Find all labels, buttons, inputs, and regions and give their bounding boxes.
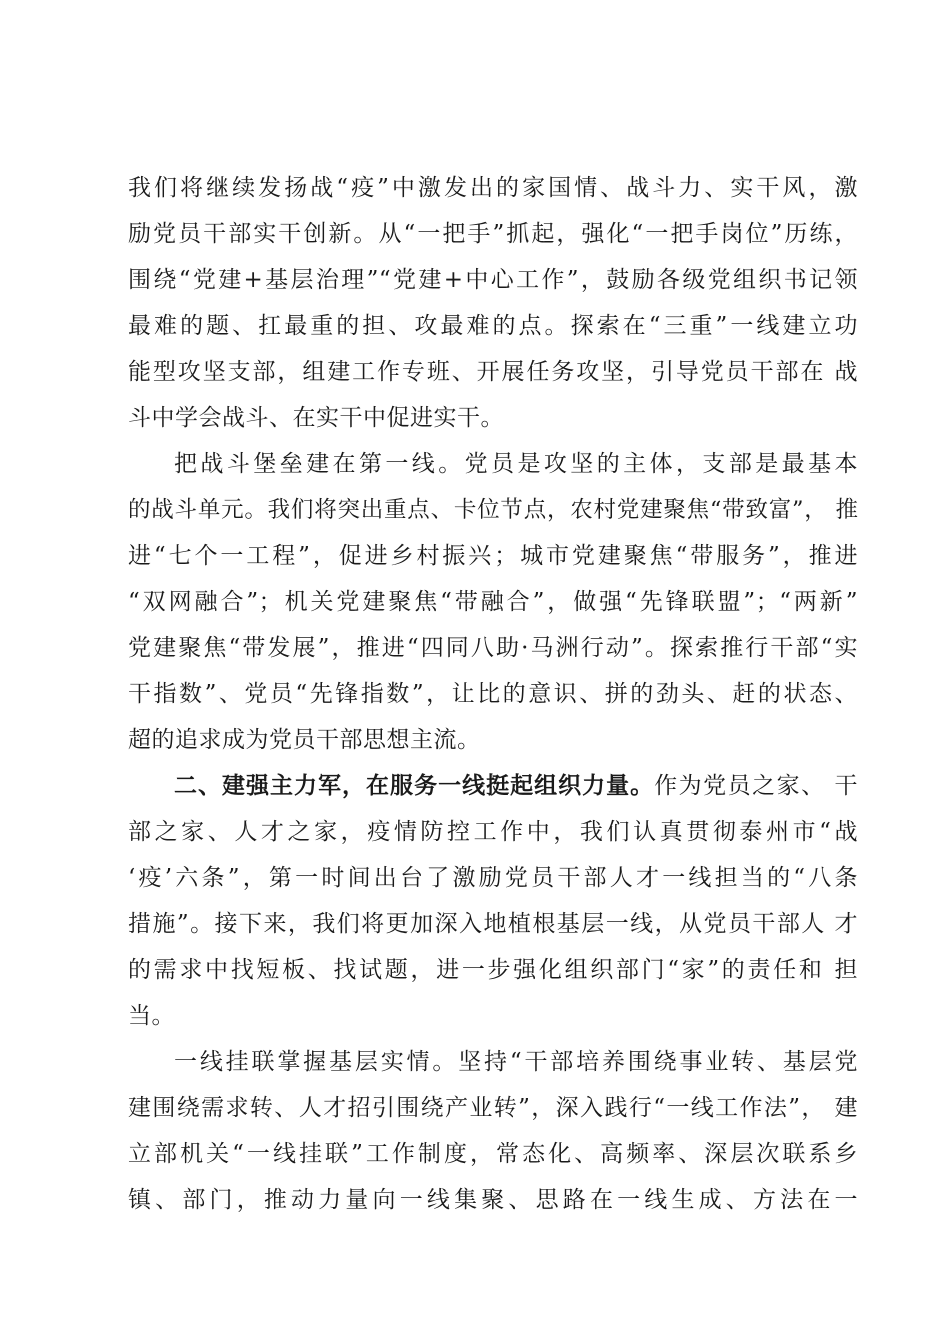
text-line	[174, 766, 858, 806]
text-line: 能型攻坚支部，组建工作专班、开展任务攻坚，引导党员干部在 战	[128, 359, 858, 385]
text-line: 励党员干部实干创新。从“一把手”抓起，强化“一把手岗位”历练，	[128, 221, 858, 247]
text-line: 部之家、人才之家，疫情防控工作中，我们认真贯彻泰州市“战	[128, 819, 858, 845]
text-line: 的战斗单元。我们将突出重点、卡位节点，农村党建聚焦“带致富”， 推	[128, 497, 858, 523]
text-line: 措施”。接下来，我们将更加深入地植根基层一线，从党员干部人 才	[128, 911, 858, 937]
text-line: 最难的题、扛最重的担、攻最难的点。探索在“三重”一线建立功	[128, 313, 858, 339]
text-line: ‘疫’六条”，第一时间出台了激励党员干部人才一线担当的“八条	[128, 865, 858, 891]
text-line: 我们将继续发扬战“疫”中激发出的家国情、战斗力、实干风，激	[128, 175, 858, 201]
text-line: “双网融合”；机关党建聚焦“带融合”，做强“先锋联盟”；“两新”	[128, 589, 858, 615]
text-line: 建围绕需求转、人才招引围绕产业转”，深入践行“一线工作法”， 建	[128, 1095, 858, 1121]
text-line: 进“七个一工程”，促进乡村振兴；城市党建聚焦“带服务”，推进	[128, 543, 858, 569]
text-line: 的需求中找短板、找试题，进一步强化组织部门“家”的责任和 担	[128, 957, 858, 983]
text-line: 斗中学会战斗、在实干中促进实干。	[128, 405, 504, 431]
text-line: 超的追求成为党员干部思想主流。	[128, 727, 481, 753]
text-line: 党建聚焦“带发展”，推进“四同八助·马洲行动”。探索推行干部“实	[128, 635, 858, 661]
text-line: 立部机关“一线挂联”工作制度，常态化、高频率、深层次联系乡	[128, 1141, 858, 1167]
text-line: 围绕“党建+基层治理”“党建+中心工作”，鼓励各级党组织书记领	[128, 267, 858, 293]
text-line: 镇、部门，推动力量向一线集聚、思路在一线生成、方法在一	[128, 1187, 858, 1213]
text-line: 一线挂联掌握基层实情。坚持“干部培养围绕事业转、基层党	[174, 1049, 858, 1075]
text-run: 作为党员之家、 干	[654, 773, 859, 799]
text-line: 把战斗堡垒建在第一线。党员是攻坚的主体，支部是最基本	[174, 451, 858, 477]
text-line: 当。	[128, 1003, 175, 1029]
section-heading: 二、建强主力军，在服务一线挺起组织力量。	[174, 773, 655, 799]
text-line: 干指数”、党员“先锋指数”，让比的意识、拼的劲头、赶的状态、	[128, 681, 858, 707]
